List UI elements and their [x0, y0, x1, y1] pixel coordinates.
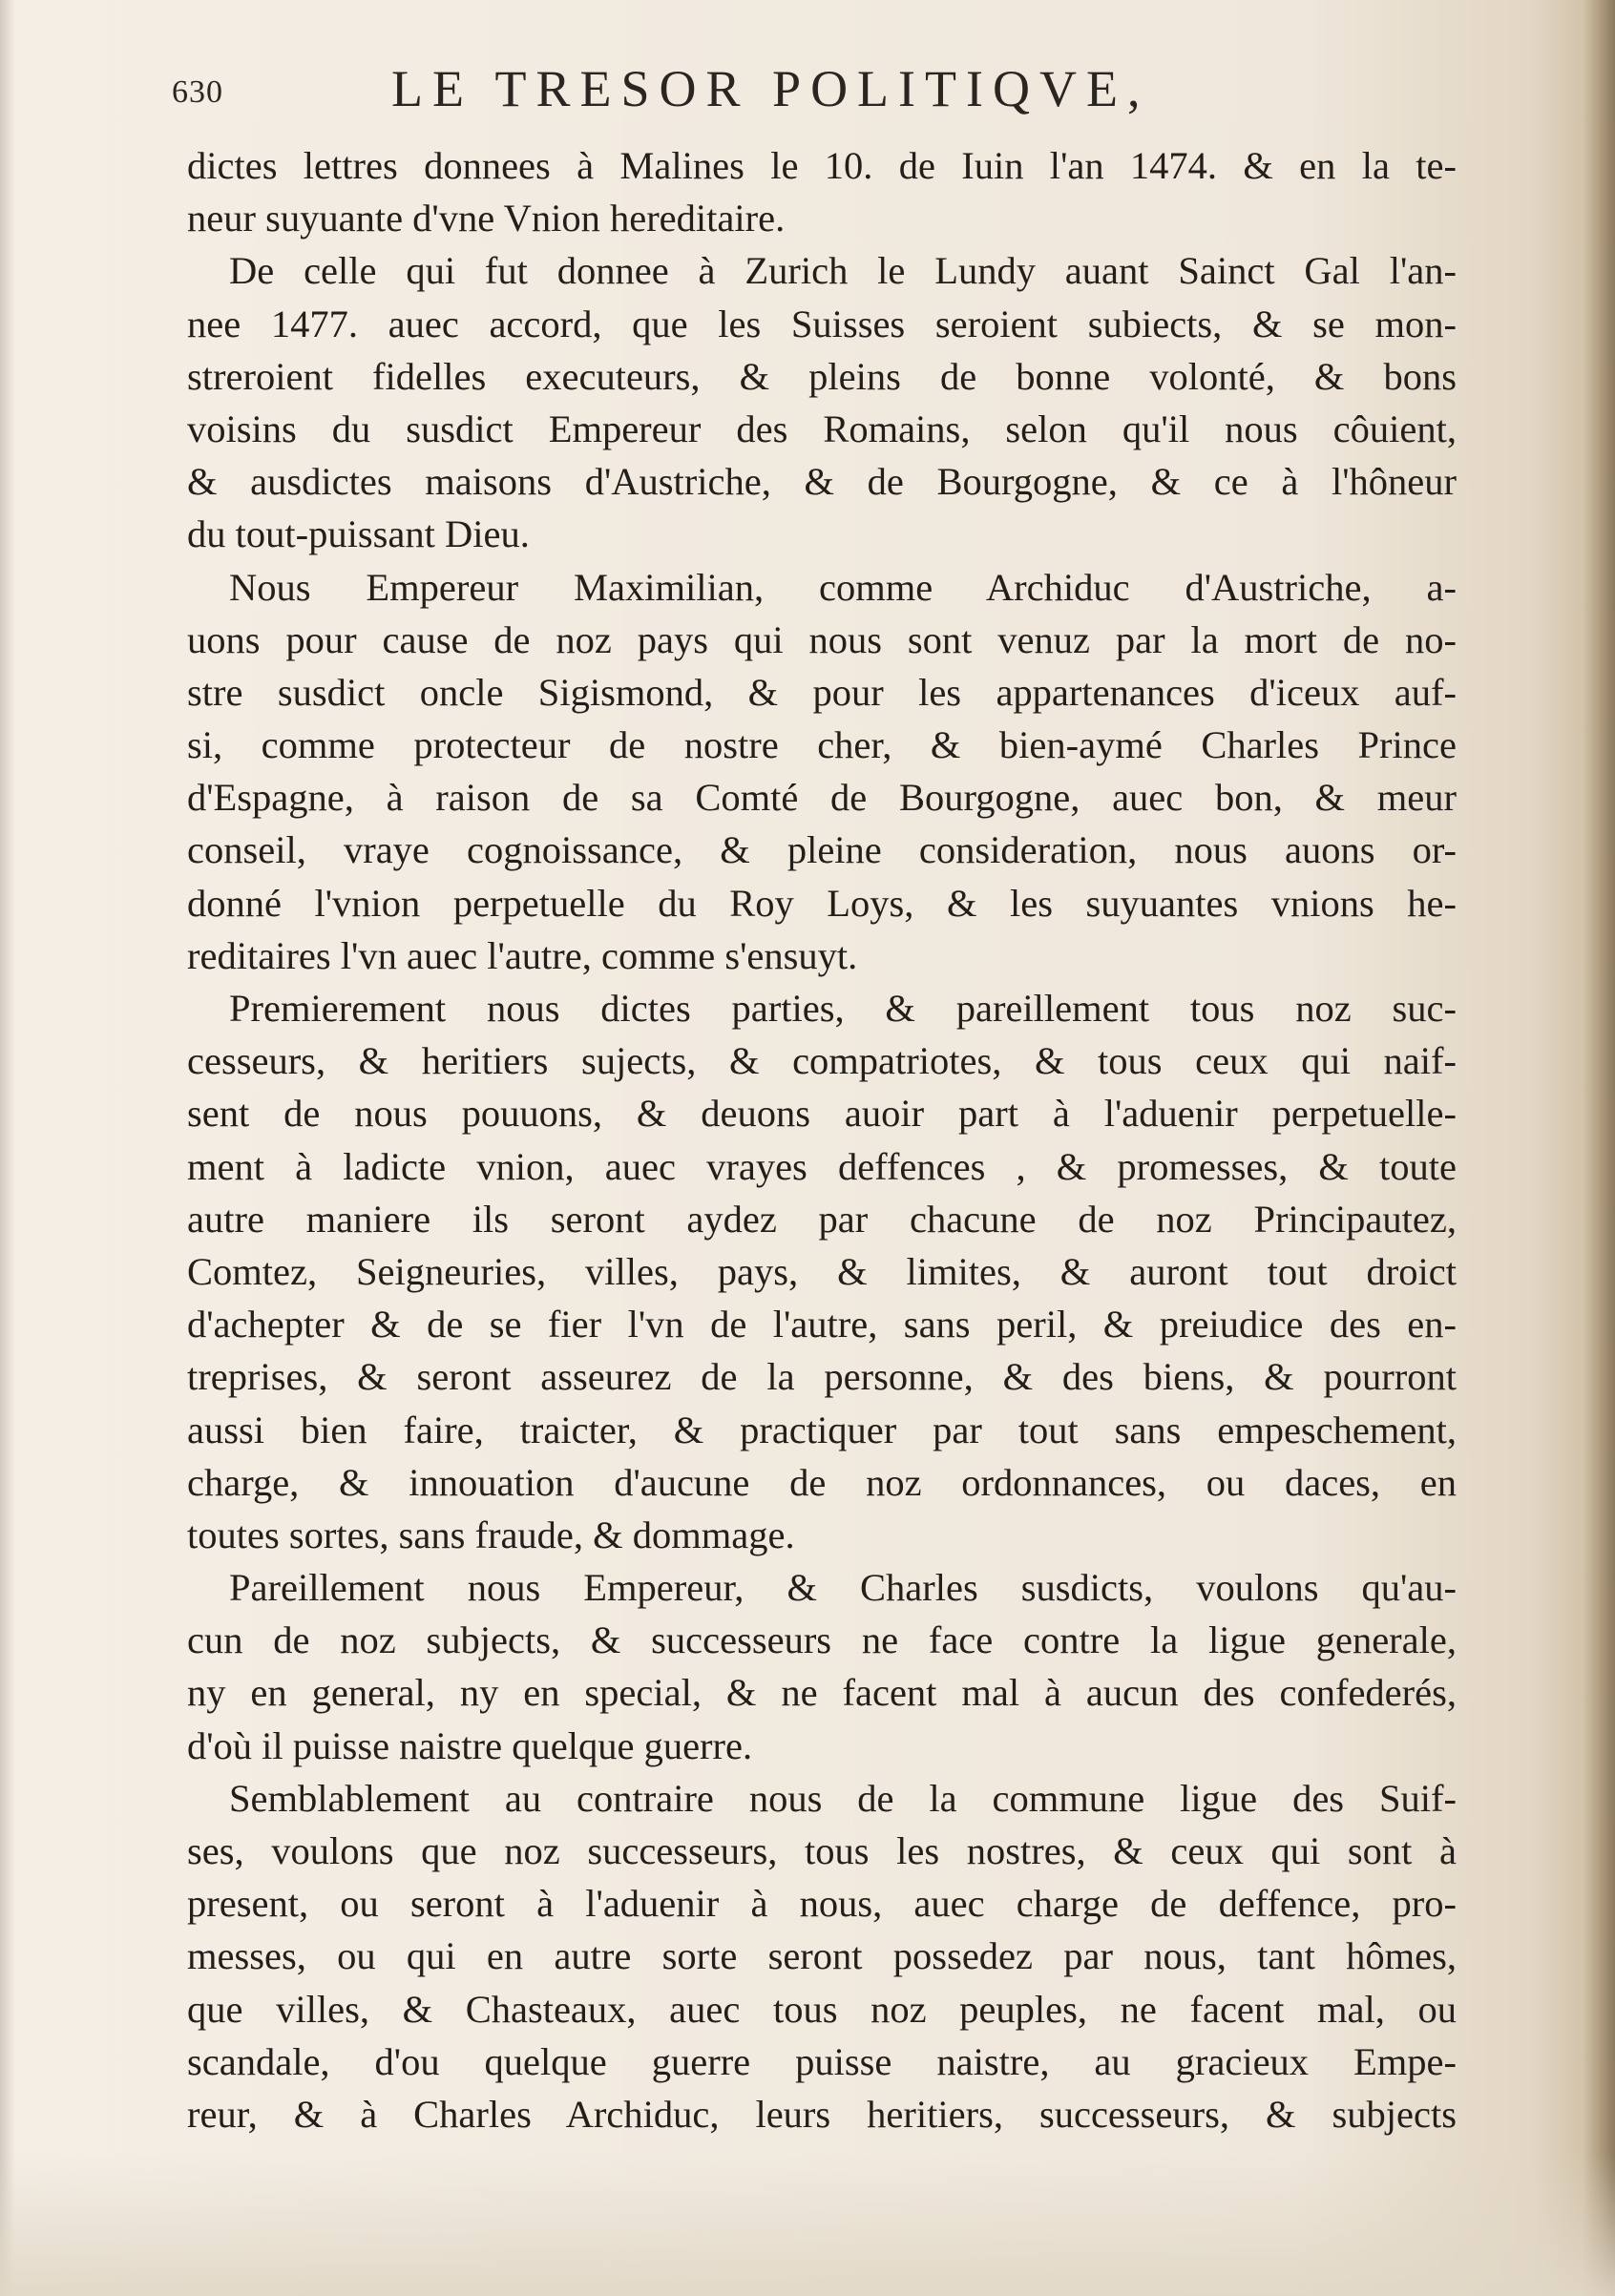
text-line: ment à ladicte vnion, auec vrayes deffences , & promesses, & toute — [187, 1144, 1457, 1188]
body-text — [187, 139, 1457, 2140]
text-line: que villes, & Chasteaux, auec tous noz peuples, ne facent mal, ou — [187, 1987, 1457, 2031]
text-line: stre susdict oncle Sigismond, & pour les appartenances d'iceux auf- — [187, 670, 1457, 714]
text-line: nee 1477. auec accord, que les Suisses seroient subiects, & se mon- — [187, 302, 1457, 345]
text-line: sent de nous pouuons, & deuons auoir part à l'aduenir perpetuelle- — [187, 1092, 1457, 1136]
text-line: present, ou seront à l'aduenir à nous, auec charge de deffence, pro- — [187, 1882, 1457, 1926]
text-line: reditaires l'vn auec l'autre, comme s'ensuyt. — [187, 933, 858, 977]
text-line: Semblablement au contraire nous de la commune ligue des Suif- — [229, 1776, 1457, 1820]
text-line: autre maniere ils seront aydez par chacune de noz Principautez, — [187, 1197, 1457, 1241]
text-line: streroient fidelles executeurs, & pleins de bonne volonté, & bons — [187, 354, 1457, 398]
text-line: uons pour cause de noz pays qui nous sont venuz par la mort de no- — [187, 617, 1457, 661]
running-title: LE TRESOR POLITIQVE, — [391, 60, 1150, 117]
page-bottom-margin — [0, 2153, 1615, 2296]
text-line: conseil, vraye cognoissance, & pleine consideration, nous auons or- — [187, 828, 1457, 872]
page-gutter-shadow — [0, 0, 15, 2296]
text-line: neur suyuante d'vne Vnion hereditaire. — [187, 197, 786, 240]
text-line: Nous Empereur Maximilian, comme Archiduc d'Austriche, a- — [229, 565, 1457, 609]
page-header — [172, 59, 1260, 126]
page-number: 630 — [172, 74, 223, 110]
text-line: cun de noz subjects, & successeurs ne face contre la ligue generale, — [187, 1618, 1457, 1662]
text-line: aussi bien faire, traicter, & practiquer par tout sans empeschement, — [187, 1408, 1457, 1451]
text-line: ses, voulons que noz successeurs, tous les nostres, & ceux qui sont à — [187, 1829, 1457, 1872]
text-line: & ausdictes maisons d'Austriche, & de Bourgogne, & ce à l'hôneur — [187, 460, 1457, 504]
text-line: si, comme protecteur de nostre cher, & bien-aymé Charles Prince — [187, 723, 1457, 767]
text-line: De celle qui fut donnee à Zurich le Lundy auant Sainct Gal l'an- — [229, 249, 1457, 293]
text-line: d'achepter & de se fier l'vn de l'autre, sans peril, & preiudice des en- — [187, 1303, 1457, 1346]
text-line: reur, & à Charles Archiduc, leurs heritiers, successeurs, & subjects — [187, 2092, 1457, 2136]
text-line: du tout-puissant Dieu. — [187, 512, 530, 556]
text-line: voisins du susdict Empereur des Romains, selon qu'il nous côuient, — [187, 407, 1457, 450]
text-line: Comtez, Seigneuries, villes, pays, & limites, & auront tout droict — [187, 1249, 1457, 1293]
text-line: charge, & innouation d'aucune de noz ordonnances, ou daces, en — [187, 1460, 1457, 1504]
text-line: d'où il puisse naistre quelque guerre. — [187, 1723, 753, 1767]
text-line: treprises, & seront asseurez de la personne, & des biens, & pourront — [187, 1355, 1457, 1399]
text-line: donné l'vnion perpetuelle du Roy Loys, & les suyuantes vnions he- — [187, 881, 1457, 925]
page-edge-shadow — [1583, 0, 1615, 2296]
text-line: scandale, d'ou quelque guerre puisse naistre, au gracieux Empe- — [187, 2039, 1457, 2083]
text-line: toutes sortes, sans fraude, & dommage. — [187, 1513, 795, 1556]
text-line: messes, ou qui en autre sorte seront possedez par nous, tant hômes, — [187, 1934, 1457, 1978]
text-line: Pareillement nous Empereur, & Charles susdicts, voulons qu'au- — [229, 1566, 1457, 1610]
text-line: dictes lettres donnees à Malines le 10. de Iuin l'an 1474. & en la te- — [187, 144, 1457, 187]
text-line: cesseurs, & heritiers sujects, & compatriotes, & tous ceux qui naif- — [187, 1039, 1457, 1083]
text-line: Premierement nous dictes parties, & pareillement tous noz suc- — [229, 987, 1457, 1030]
text-line: d'Espagne, à raison de sa Comté de Bourgogne, auec bon, & meur — [187, 776, 1457, 820]
text-line: ny en general, ny en special, & ne facent mal à aucun des confederés, — [187, 1671, 1457, 1715]
